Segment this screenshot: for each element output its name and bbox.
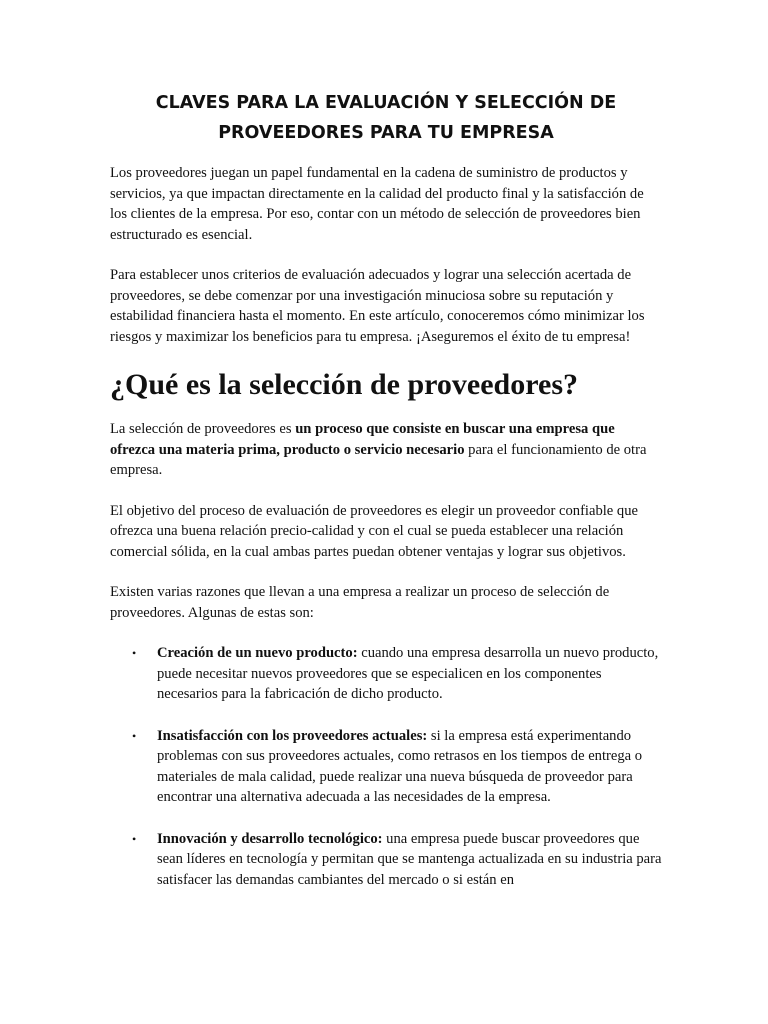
intro-paragraph-2: Para establecer unos criterios de evaluación adecuados y lograr una selección acertada de proveedores, se debe comenzar por una investigación minuciosa sobre su reputación y estabilidad financiera hasta el momento. En este artículo, conoceremos cómo minimizar los riesgos y maximizar los beneficios para tu empresa. ¡Aseguremos el éxito de tu empresa!: [110, 267, 645, 345]
definition-paragraph: [110, 419, 662, 481]
list-item: [110, 643, 662, 705]
objective-paragraph: El objetivo del proceso de evaluación de proveedores es elegir un proveedor confiable que ofrezca una buena relación precio-calidad y con el cual se pueda establecer una relación comercial sólida, en la cual ambas partes puedan obtener ventajas y lograr sus objetivos.: [110, 502, 639, 560]
reasons-intro-paragraph: Existen varias razones que llevan a una empresa a realizar un proceso de selección de proveedores. Algunas de estas son:: [110, 584, 610, 621]
bullet-icon: •: [132, 831, 137, 846]
reason-text: una empresa puede buscar proveedores que sean líderes en tecnología y permitan que se mantenga actualizada en su industria para satisfacer las demandas cambiantes del mercado o si están en: [157, 830, 662, 888]
definition-text-before: La selección de proveedores es: [110, 421, 296, 437]
reason-title: Creación de un nuevo producto:: [157, 645, 358, 661]
definition-text-after: para el funcionamiento de otra empresa.: [110, 441, 647, 478]
reason-title: Insatisfacción con los proveedores actuales:: [157, 727, 428, 744]
list-item: [110, 829, 662, 891]
intro-paragraph-1: Los proveedores juegan un papel fundamental en la cadena de suministro de productos y servicios, ya que impactan directamente en la calidad del producto final y la satisfacción de los clientes de la empresa. Por eso, contar con un método de selección de proveedores bien estructurado es esencial.: [110, 165, 644, 243]
reasons-list: [110, 643, 662, 890]
document-title: CLAVES PARA LA EVALUACIÓN Y SELECCIÓN DE PROVEEDORES PARA TU EMPRESA: [155, 93, 617, 143]
reason-text: si la empresa está experimentando problemas con sus proveedores actuales, como retrasos en los tiempos de entrega o materiales de mala calidad, puede realizar una nueva búsqueda de proveedor para encontrar una alternativa adecuada a las necesidades de la empresa.: [157, 727, 643, 805]
section-heading: ¿Qué es la selección de proveedores?: [110, 368, 578, 401]
definition-text-bold: un proceso que consiste en buscar una empresa que ofrezca una materia prima, producto o servicio necesario: [110, 421, 615, 458]
document-page: [110, 88, 662, 911]
bullet-icon: •: [132, 728, 137, 743]
reason-title: Innovación y desarrollo tecnológico:: [157, 830, 383, 847]
list-item: [110, 726, 662, 808]
reason-text: cuando una empresa desarrolla un nuevo producto, puede necesitar nuevos proveedores que se especialicen en los componentes necesarios para la fabricación de dicho producto.: [157, 645, 659, 702]
bullet-icon: •: [132, 646, 137, 660]
